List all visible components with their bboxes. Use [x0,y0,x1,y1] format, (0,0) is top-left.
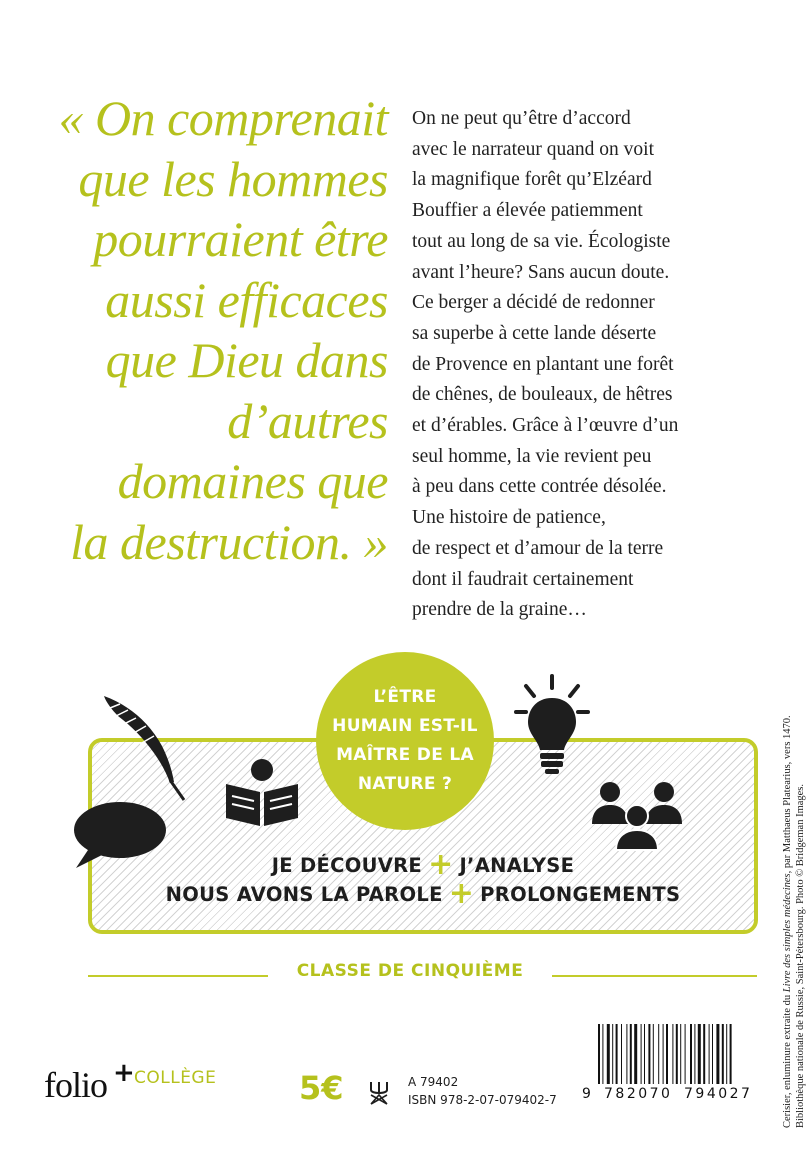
quote-line: « On comprenait [58,90,388,146]
theme-line: HUMAIN EST-IL [332,716,478,736]
collection-label: COLLÈGE [134,1068,217,1088]
blurb-line: la magnifique forêt qu’Elzéard [412,169,652,191]
theme-line: NATURE ? [357,774,453,794]
quote-line: la destruction. » [70,513,388,570]
quote-line: aussi efficaces [105,271,388,328]
blurb-line: seul homme, la vie revient peu [412,445,652,467]
publisher-logo-icon [368,1080,390,1106]
blurb-line: avec le narrateur quand on voit [412,138,655,160]
quote-line: domaines que [117,453,388,509]
blurb-line: prendre de la graine… [412,599,587,621]
quill-icon [96,690,192,802]
divider-right [552,975,757,977]
theme-badge [316,652,494,830]
sections-row-2 [96,876,750,911]
brand-plus: + [113,1058,135,1088]
lightbulb-icon [514,674,590,776]
blurb-line: dont il faudrait certainement [412,568,634,590]
blurb-line: de Provence en plantant une forêt [412,353,674,375]
blurb-line: Ce berger a décidé de redonner [412,292,655,314]
blurb-line: et d’érables. Grâce à l’œuvre d’un [412,415,679,437]
catalog-code: A 79402 [408,1075,459,1089]
blurb-text [412,104,752,626]
plus-separator: + [428,847,454,882]
theme-line: L’ÊTRE [373,687,437,707]
section-label: JE DÉCOUVRE [271,854,423,877]
barcode-digits-left: 782070 [604,1086,673,1102]
blurb-line: de respect et d’amour de la terre [412,537,664,559]
quote-line: que Dieu dans [105,332,388,388]
blurb-line: à peu dans cette contrée désolée. [412,476,667,498]
barcode-digits-right: 794027 [684,1086,753,1102]
price: 5€ [299,1069,344,1107]
barcode-digit-first: 9 [582,1086,594,1102]
blurb-line: avant l’heure? Sans aucun doute. [412,261,670,283]
section-label: J’ANALYSE [459,854,575,877]
quote-line: pourraient être [93,211,388,267]
pull-quote [28,88,388,572]
blurb-line: sa superbe à cette lande déserte [412,322,657,344]
class-level-label: CLASSE DE CINQUIÈME [296,961,524,981]
section-label: NOUS AVONS LA PAROLE [165,883,443,906]
section-label: PROLONGEMENTS [480,883,681,906]
blurb-line: de chênes, de bouleaux, de hêtres [412,384,673,406]
brand-logo: folio [44,1065,107,1105]
barcode [596,1024,766,1086]
blurb-line: Une histoire de patience, [412,507,606,529]
theme-line: MAÎTRE DE LA [336,745,474,765]
plus-separator: + [448,876,475,911]
quote-line: que les hommes [78,150,388,207]
divider-left [88,975,268,977]
blurb-line: Bouffier a élevée patiemment [412,200,643,222]
group-icon [588,778,690,852]
blurb-line: On ne peut qu’être d’accord [412,108,631,129]
reader-icon [222,758,302,828]
isbn: ISBN 978-2-07-079402-7 [408,1093,557,1107]
blurb-line: tout au long de sa vie. Écologiste [412,230,671,252]
image-credit: Cerisier, enluminure extraite du Livre des simples médecines, par Matthaeus Platearius, vers 1470. Bibliothèque nationale de Russie, Saint-Pétersbourg. Photo © Bridgeman Images. [782,715,806,1128]
quote-line: d’autres [227,392,388,449]
